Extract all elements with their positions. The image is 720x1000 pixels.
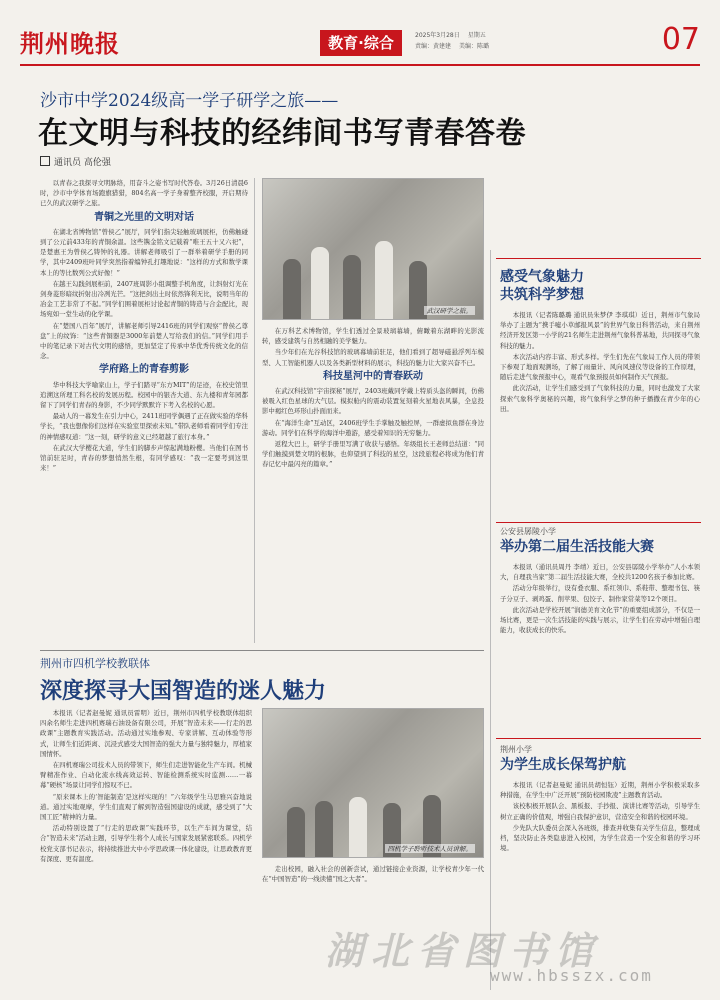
lead-column-2 (262, 326, 484, 643)
lead-paragraph: 在万科艺术博物馆，学生们透过全景玻璃幕墙，俯瞰着东湖畔的光影流转，感受建筑与自然相融的美学魅力。 (262, 327, 484, 346)
lead-section3-title: 科技星河中的青春跃动 (323, 370, 423, 382)
issue-weekday: 星期五 (467, 32, 486, 39)
story3-title: 为学生成长保驾护航 (500, 757, 626, 773)
watermark-url: www.hbsszx.com (490, 966, 653, 985)
feature-kicker: 荆州市四机学校教联体 (40, 657, 150, 670)
issue-date: 2025年3月28日 (415, 32, 460, 39)
story2-paragraph: 活动分年级举行，设有叠衣服、系红领巾、系鞋带、整理书包、筷子分豆子、剥鸡蛋、削苹果、包饺子、制作家常菜等12个项目。 (500, 584, 700, 603)
masthead (20, 22, 700, 62)
watermark-text: 湖北省图书馆 (325, 929, 602, 973)
column-divider (254, 178, 255, 643)
story1-body (500, 310, 700, 516)
feature-paragraph: 在四机赛瑞公司技术人员的带领下，师生们走进智能化生产车间。机械臂精准作业、自动化流水线高效运转、智能检测系统实时监测……一幕幕“硬核”场景让同学们惊叹不已。 (40, 761, 252, 790)
story1-title-line1: 感受气象魅力 (500, 269, 584, 285)
photo-figure (375, 241, 393, 319)
feature-paragraph: “原来课本上的‘智能制造’是这样实现的！”六年级学生马思雅兴奋地说道。通过实地观摩，学生们直观了解到智造强国建设的成就，感受到了“大国工匠”精神的力量。 (40, 792, 252, 822)
feature-photo-caption: 四机学子聆听技术人员讲解。 (385, 844, 476, 853)
story2-title: 举办第二届生活技能大赛 (500, 539, 654, 555)
story2-body (500, 562, 700, 732)
feature-paragraph: 本报讯（记者赵曼妮 通讯员雷明）近日，荆州市四机学校教联体组织四余名师生走进四机赛瑞石油设备有限公司，开展“智造未来——行走的思政课”主题教育实践活动。活动通过实地参观、专家讲解、互动体验等形式，让师生们近距离、沉浸式感受大国智造的强大力量与独特魅力，厚植家国情怀。 (40, 709, 252, 758)
story1-paragraph: 本次活动内容丰富、形式多样。学生们先在气象局工作人员的带领下参观了地面观测场，了解了雨量计、风向风速仪等设备的工作原理，随后走进气象预报中心，观看气象预报员如何制作天气预报。 (500, 352, 700, 382)
lead-paragraph: 在武汉科技馆“宇宙探秘”展厅，2403班戴同学戴上特质头盔的瞬间，仿佛被吸入红色星球的大气层。模拟舱内的震动装置复刻着火星地表风暴，全息投影中褐红色环形山扑面而来。 (262, 387, 484, 416)
page-number: 07 (661, 22, 700, 57)
designer-credit: 美编：陈璐 (459, 43, 490, 50)
lead-section1-title: 青铜之光里的文明对话 (94, 211, 194, 223)
lead-paragraph: 在越王勾践剑展柜前，2407班周影小组调整手机角度，让斜射灯光在剑身菱形暗纹折射出冷冽光芒。“这把剑出土时依然锋利无比，说明当年的冶金工艺非常了不起。”同学们围着展柜讨论起青铜的铸造与合金配比，现场宛如一堂生动的化学课。 (40, 279, 248, 319)
photo-figure (315, 801, 333, 857)
feature-column-1 (40, 708, 252, 992)
story2-paragraph: 此次活动是学校开展“润德美育文化节”的重要组成部分，不仅是一场比赛，更是一次生活技能的实践与展示，让学生们在劳动中增强自理能力，收获成长的快乐。 (500, 605, 700, 635)
column-divider (490, 250, 491, 990)
story1-title-line2: 共筑科学梦想 (500, 287, 584, 303)
photo-figure (343, 255, 361, 319)
feature-photo (262, 708, 484, 858)
lead-paragraph: 在湖北省博物馆“曾侯乙”展厅，同学们指尖轻触玻璃展柜，仿佛触碰到了公元前433年的青铜余温。这些镌金铭文记载着“唯王五十又六祀”，是楚惠王为曾侯乙铸钟的礼器。讲解老师吸引了一群举着研学手册的同学，其中2409班叶同学突然指着编钟孔打趣地说：“这样的方式和数学课本上的等比数列公式好像！” (40, 227, 248, 277)
lead-column-1 (40, 178, 248, 643)
lead-paragraph: 在“楚国八百年”展厅，讲解老师引导2416班的同学们观察“曾侯乙尊盘”上的纹饰：“这些青铜器是3000年前楚人写给我们的信。”同学们用手中的笔记录下对古代文明的感悟，更加坚定了传承中华优秀传统文化的信念。 (40, 321, 248, 361)
feature-headline: 深度探寻大国智造的迷人魅力 (40, 679, 327, 704)
editor-credit: 责编：黄建建 (415, 43, 452, 50)
lead-paragraph: 返程大巴上，研学手册里写满了收获与感悟。年级组长王老师总结道：“同学们触摸到楚文明的根脉，也仰望到了科技的星空，这段旅程必将成为他们青春记忆中最闪亮的篇章。” (262, 440, 484, 469)
newspaper-logo: 荆州晚报 (20, 29, 120, 58)
story2-kicker: 公安县孱陵小学 (500, 527, 556, 536)
lead-paragraph: 华中科技大学喻家山上，学子们踏寻“东方MIT”的足迹，在校史馆里追溯这所理工科名校的发展历程。校园中的银杏大道、东九楼和青年园都留下了同学们青春的身影，不少同学默默许下考入名校的心愿。 (40, 380, 248, 410)
lead-kicker: 沙市中学2024级高一学子研学之旅—— (40, 91, 339, 111)
story3-body (500, 780, 700, 920)
photo-figure (311, 247, 329, 319)
section-label: 教育·综合 (320, 30, 402, 56)
lead-photo (262, 178, 484, 320)
lead-paragraph: 在武汉大学樱花大道，学生们的脚步声惊起满地粉樱。当他们在图书馆前驻足时，青春的梦想悄然生根，有同学感叹：“我一定要考到这里来！” (40, 443, 248, 473)
lead-paragraph: 最动人的一幕发生在引力中心，2411班同学偶遇了正在做实验的华科学长，“我也想像你们这样在实验室里探索未知。”带队老师看着同学们专注的神情感叹道：“这一刻，研学的意义已经超越了旅行本身。” (40, 412, 248, 441)
story3-paragraph: 少先队大队委员会深入各班级，排查并收集有关学生信息，整理成档，坚决防止各类隐患进入校园，为学生营造一个安全和谐的学习环境。 (500, 823, 700, 853)
feature-divider (40, 650, 484, 651)
story3-paragraph: 该校积极开展队会、黑板报、手抄报、演讲比赛等活动，引导学生树立正确的价值观，增强自我保护意识，营造安全和谐的校园环境。 (500, 802, 700, 821)
photo-figure (283, 259, 301, 319)
story1-title (500, 268, 584, 304)
lead-headline: 在文明与科技的经纬间书写青春答卷 (38, 116, 526, 151)
lead-intro: 以青春之我探寻文明脉络，用奋斗之姿书写时代答卷。3月26日清晨6时，沙市中学体育场跑旗猎猎，804名高一学子身着整齐校服，开启期待已久的武汉研学之旅。 (40, 179, 248, 208)
feature-paragraph: 走出校园，融入社会的创新尝试，通过链接企业资源，让学校青少年一代在“中国智造”的一线读懂“国之大者”。 (262, 865, 484, 884)
story-divider (496, 522, 701, 523)
lead-photo-caption: 武汉研学之旅。 (424, 306, 476, 315)
story-divider (496, 258, 701, 259)
lead-paragraph: 当少年们在光谷科技馆的玻璃幕墙前驻足，他们看到了超导磁悬浮列车模型、人工智能机器人以及各类新型材料的展示，科技的魅力让大家兴奋不已。 (262, 348, 484, 367)
masthead-divider (20, 64, 700, 66)
watermark (325, 920, 715, 992)
story1-paragraph: 本报讯（记者陈璐璐 通讯员朱梦伊 李琪琪）近日，荆州市气象局举办了主题为“携手嘘小草邮报风景”的世界气象日科普活动，来自荆州经济开发区第一小学的21名师生走进荆州气象科普基地，共同探寻气象科技的魅力。 (500, 311, 700, 350)
lead-byline: 通讯员 高伦强 (40, 155, 111, 168)
lead-paragraph: 在“海洋生命”互动区，2406班学生手掌触及触控屏，一群虚拟鱼群在身边游动。同学们在科学的海洋中遨游，感受着知识的无穷魅力。 (262, 418, 484, 437)
story3-kicker: 荆州小学 (500, 745, 532, 754)
feature-paragraph: 活动特别设置了“行走的思政课”实践环节，以生产车间为课堂，结合“智造未来”活动主题，引导学生将个人成长与国家发展紧密联系。四机学校党支部书记表示，将持续推进大中小学思政课一体化建设，让思政教育更有深度、更有温度。 (40, 824, 252, 863)
feature-column-2 (262, 864, 484, 924)
story3-paragraph: 本报讯（记者赵曼妮 通讯员胡恒钰）近期，荆州小学积极采取多种措施，在学生中广泛开展“预防校园欺凌”主题教育活动。 (500, 781, 700, 800)
photo-figure (349, 797, 367, 857)
story1-paragraph: 此次活动，让学生们感受到了气象科技的力量，同时也激发了大家探索气象科学奥秘的兴趣，将气象科学之梦的种子播撒在青少年的心田。 (500, 384, 700, 413)
story-divider (496, 738, 701, 739)
lead-section2-title: 学府路上的青春剪影 (99, 364, 189, 376)
story2-paragraph: 本报讯（通讯员周丹 李靖）近日，公安县孱陵小学举办“人小本领大，自理我当家”第二届生活技能大赛，全校共1200名孩子参加比赛。 (500, 563, 700, 582)
issue-meta (415, 30, 497, 52)
photo-figure (287, 807, 305, 857)
